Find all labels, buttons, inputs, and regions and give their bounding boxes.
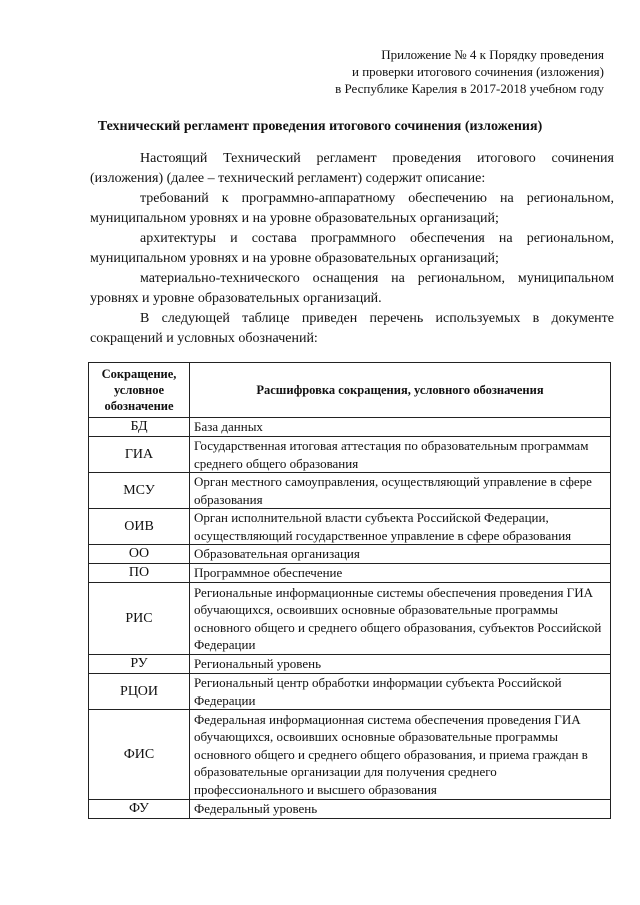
description-cell: База данных	[190, 418, 611, 437]
table-row	[89, 437, 611, 473]
header-description: Расшифровка сокращения, условного обозначения	[190, 363, 611, 418]
description-cell: Региональные информационные системы обеспечения проведения ГИА обучающихся, освоивших основные образовательные программы основного общего и среднего общего образования, субъектов Российской Федерации	[190, 583, 611, 655]
abbreviation-cell: ФУ	[89, 800, 190, 819]
paragraph-intro: Настоящий Технический регламент проведения итогового сочинения (изложения) (далее – технический регламент) содержит описание:	[90, 151, 614, 186]
description-cell: Орган местного самоуправления, осуществляющий управление в сфере образования	[190, 473, 611, 509]
table-row	[89, 655, 611, 674]
table-row	[89, 509, 611, 545]
appendix-line-1: Приложение № 4 к Порядку проведения	[381, 47, 604, 62]
paragraph-equipment: материально-технического оснащения на региональном, муниципальном уровнях и уровне образовательных организаций.	[90, 271, 614, 306]
abbreviation-cell: ФИС	[89, 710, 190, 800]
description-cell: Образовательная организация	[190, 545, 611, 564]
abbreviation-cell: ПО	[89, 564, 190, 583]
abbreviation-cell: ОИВ	[89, 509, 190, 545]
abbreviation-cell: ГИА	[89, 437, 190, 473]
document-title: Технический регламент проведения итогового сочинения (изложения)	[97, 119, 543, 134]
description-cell: Региональный центр обработки информации субъекта Российской Федерации	[190, 674, 611, 710]
body-text	[90, 149, 614, 349]
description-cell: Федеральный уровень	[190, 800, 611, 819]
description-cell: Государственная итоговая аттестация по образовательным программам среднего общего образования	[190, 437, 611, 473]
abbreviation-cell: РИС	[89, 583, 190, 655]
abbreviation-cell: РУ	[89, 655, 190, 674]
table-row	[89, 545, 611, 564]
abbreviation-cell: МСУ	[89, 473, 190, 509]
table-row	[89, 564, 611, 583]
abbreviation-cell: ОО	[89, 545, 190, 564]
table-row	[89, 583, 611, 655]
abbreviation-cell: РЦОИ	[89, 674, 190, 710]
appendix-note	[335, 46, 604, 97]
abbreviations-table	[88, 362, 611, 819]
description-cell: Программное обеспечение	[190, 564, 611, 583]
abbreviation-cell: БД	[89, 418, 190, 437]
paragraph-software-requirements: требований к программно-аппаратному обеспечению на региональном, муниципальном уровнях и на уровне образовательных организаций;	[90, 191, 614, 226]
table-row	[89, 674, 611, 710]
paragraph-architecture: архитектуры и состава программного обеспечения на региональном, муниципальном уровнях и на уровне образовательных организаций;	[90, 231, 614, 266]
table-row	[89, 800, 611, 819]
description-cell: Региональный уровень	[190, 655, 611, 674]
table-row	[89, 418, 611, 437]
table-row	[89, 473, 611, 509]
table-header-row	[89, 363, 611, 418]
paragraph-table-intro: В следующей таблице приведен перечень используемых в документе сокращений и условных обозначений:	[90, 311, 614, 346]
description-cell: Федеральная информационная система обеспечения проведения ГИА обучающихся, освоивших основные образовательные программы основного общего и среднего общего образования, и приема граждан в образовательные организации для получения среднего профессионального и высшего образования	[190, 710, 611, 800]
description-cell: Орган исполнительной власти субъекта Российской Федерации, осуществляющий государственное управление в сфере образования	[190, 509, 611, 545]
appendix-line-3: в Республике Карелия в 2017-2018 учебном году	[335, 81, 604, 96]
table-row	[89, 710, 611, 800]
header-abbreviation: Сокращение, условное обозначение	[89, 363, 190, 418]
appendix-line-2: и проверки итогового сочинения (изложения)	[352, 64, 604, 79]
